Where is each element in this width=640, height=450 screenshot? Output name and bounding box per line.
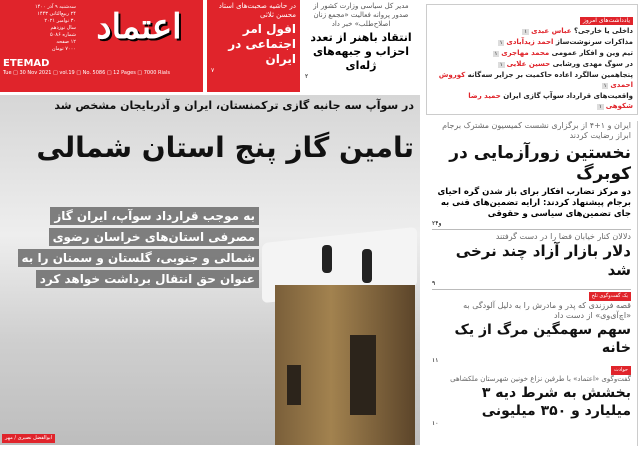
story-headline[interactable]: دلار بازار آزاد چند نرخی شد [455,242,631,279]
todays-notes [426,4,638,115]
story-kicker: مدیر کل سیاسی وزارت کشور از صدور پروانه فعالیت «مجمع زنان اصلاح‌طلب» خبر داد [313,2,409,28]
note-item[interactable] [431,59,633,70]
note-title: تیم وین و افکار عمومی [551,49,633,57]
page-ref: ۲ [305,73,309,80]
teaser-kicker: در حاشیه صحبت‌های استاد محسن ثلاثی [218,2,296,19]
note-title: مذاکرات سرنوشت‌ساز [555,38,633,46]
red-teaser-box[interactable] [207,0,300,92]
note-author: حمید رضا شکوهی [468,92,633,110]
page-ref: ۱ [599,104,602,110]
person [362,249,372,283]
page-ref: ۱۱ [432,357,439,364]
story-headline[interactable]: نخستین زورآزمایی در کوبرگ [449,143,631,184]
lede-line: به موجب قرارداد سوآپ، ایران گاز [50,207,259,225]
note-author: کوروش احمدی [438,71,633,89]
right-column [426,121,638,446]
section-label: حوادث [611,366,631,375]
page-ref: ۱ [603,83,607,89]
issue-number: شماره ۵۰۸۶ [50,32,76,38]
right-column-wrapper [426,4,638,446]
story-headline[interactable]: سهم سهمگین مرگ از یک خانه [454,322,631,356]
date-hijri: ۲۴ ربیع‌الثانی ۱۴۴۳ [37,11,76,17]
note-title: پنجاهمین سالگرد اعاده حاکمیت بر جزایر سه‌گانه [467,71,633,79]
date: سه‌شنبه ۹ آذر ۱۴۰۰ [34,4,76,10]
issue-details-en: Tue □ 30 Nov 2021 □ vol.19 □ No. 5086 □ 12 Pages □ 7000 Rials [3,70,170,76]
masthead-footer [3,58,200,77]
page-ref: ۲و۴ [432,220,442,227]
note-title: داخلی یا خارجی؟ [574,27,633,35]
price: ۷۰۰۰ تومان [51,46,76,52]
section-label: یک گفت‌وگوی تلخ [589,292,631,301]
story-headline[interactable]: انتقاد باهنر از تعدد احزاب و جبهه‌های ژله‌ای [310,31,412,72]
lede-line: عنوان حق انتقال برداشت خواهد کرد [36,270,259,288]
window [287,365,301,405]
house [275,285,415,445]
page-ref: ۹ [432,280,436,287]
logo-wordmark: اعتماد [96,7,182,47]
lede-line: شمالی و جنوبی، گلستان و سمنان را به [18,249,259,267]
page-ref: ۱ [499,40,503,46]
pages: ۱۲ صفحه [56,39,76,45]
photo-credit: ابوالفضل نصیری / مهر [2,434,55,443]
story-dollar[interactable] [432,232,631,287]
notes-list [431,26,633,112]
date-gregorian: ۳۰ نوامبر ۲۰۲۱ [44,18,76,24]
page-ref: ۱ [499,62,503,68]
note-item[interactable] [431,37,633,48]
note-item[interactable] [431,70,633,91]
note-author: احمد زیدآبادی [506,38,554,46]
page-ref: ۱ [494,51,498,57]
teaser-headline[interactable]: افول امر اجتماعی در ایران [228,22,296,66]
note-item[interactable] [431,48,633,59]
masthead-logo[interactable] [0,0,203,92]
lead-summary [4,207,259,291]
note-item[interactable] [431,26,633,37]
story-kicker: ایران و ۱+۴ از برگزاری نشست کمیسیون مشترک برجام ابراز رضایت کردند [442,121,631,140]
story-kicker: گفت‌وگوی «اعتماد» با طرفین نزاع خونین شهرستان ملکشاهی [450,375,631,383]
side-story[interactable] [302,0,420,92]
latin-name: ETEMAD [3,58,50,69]
page-ref: ۱ [524,29,528,35]
story-kicker: قصه فرزندی که پدر و مادرش را به دلیل آلودگی به «اچ‌آی‌وی» از دست داد [463,301,631,320]
story-borjam[interactable] [432,121,631,227]
note-title: واقعیت‌های قرارداد سوآپ گازی ایران [503,92,633,100]
window [350,335,376,415]
story-headline[interactable]: بخشش به شرط دیه ۳ میلیارد و ۳۵۰ میلیونی [481,385,631,419]
volume: سال نوزدهم [50,25,76,31]
issue-details [4,4,76,53]
note-author: حسین علایی [506,60,551,68]
note-author: محمد مهاجری [501,49,550,57]
page-ref: ۷ [211,67,215,74]
note-title: در سوگ مهدی ورشابی [552,60,633,68]
notes-label: یادداشت‌های امروز [580,17,633,25]
story-hiv[interactable] [432,292,631,364]
lede-line: مصرفی استان‌های خراسان رضوی [49,228,259,246]
divider [432,289,631,290]
page-ref: ۱۰ [432,420,439,427]
divider [432,229,631,230]
person [322,245,332,273]
story-kicker: دلالان کنار خیابان فضا را در دست گرفتند [495,232,631,241]
lead-story-photo[interactable] [0,95,420,445]
lead-headline[interactable]: تامین گاز پنج استان شمالی [36,131,414,164]
story-incident[interactable] [432,366,631,427]
story-body: دو مرکز تضارب افکار برای باز شدن گره احیای برجام پیشنهاد کردند: ارایه تضمین‌های فنی به جای تضمین‌های سیاسی و حقوقی [437,187,631,219]
note-author: عباس عبدی [531,27,572,35]
note-item[interactable] [431,91,633,112]
lead-kicker: در سوآپ سه جانبه گازی ترکمنستان، ایران و آذربایجان مشخص شد [54,99,414,112]
